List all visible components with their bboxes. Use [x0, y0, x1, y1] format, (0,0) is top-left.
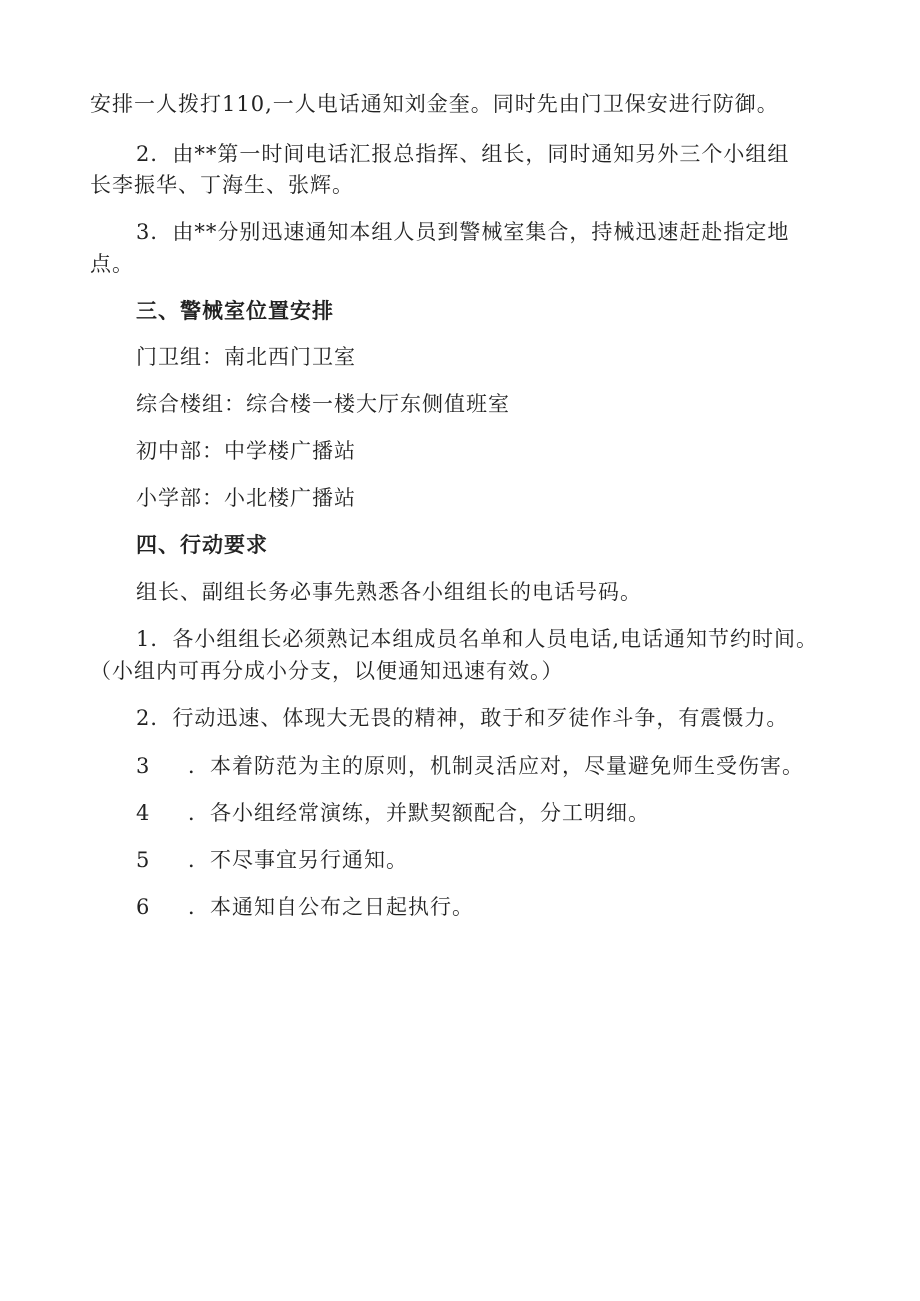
- requirement-item: [136, 845, 408, 875]
- location-item: 门卫组：南北西门卫室: [136, 345, 356, 369]
- requirement-item: [136, 751, 804, 781]
- requirement-text: ．本通知自公布之日起执行。: [188, 895, 474, 919]
- step-2-line-2: 长李振华、丁海生、张辉。: [90, 173, 354, 197]
- location-item: 小学部：小北楼广播站: [136, 486, 356, 510]
- requirement-number: 5: [136, 848, 151, 872]
- paragraph-continuation: 安排一人拨打110,一人电话通知刘金奎。同时先由门卫保安进行防御。: [90, 92, 779, 116]
- requirement-1-line-2: （小组内可再分成小分支，以便通知迅速有效。）: [90, 659, 564, 683]
- requirement-intro: 组长、副组长务必事先熟悉各小组组长的电话号码。: [136, 580, 642, 604]
- requirement-1-line-1: 1．各小组组长必须熟记本组成员名单和人员电话,电话通知节约时间。: [136, 627, 819, 651]
- requirement-text: ．不尽事宜另行通知。: [188, 848, 408, 872]
- location-item: 初中部：中学楼广播站: [136, 439, 356, 463]
- step-2-line-1: 2．由**第一时间电话汇报总指挥、组长，同时通知另外三个小组组: [136, 142, 790, 166]
- requirement-text: ．本着防范为主的原则，机制灵活应对，尽量避免师生受伤害。: [188, 754, 804, 778]
- requirement-number: 6: [136, 895, 151, 919]
- location-item: 综合楼组：综合楼一楼大厅东侧值班室: [136, 392, 510, 416]
- section-4-heading: 四、行动要求: [136, 533, 268, 557]
- step-3-line-2: 点。: [90, 252, 134, 276]
- requirement-number: 4: [136, 801, 151, 825]
- requirement-item: [136, 892, 474, 922]
- requirement-item: [136, 798, 650, 828]
- step-3-line-1: 3．由**分别迅速通知本组人员到警械室集合，持械迅速赶赴指定地: [136, 220, 790, 244]
- requirement-text: ．各小组经常演练，并默契额配合，分工明细。: [188, 801, 650, 825]
- requirement-number: 3: [136, 754, 151, 778]
- requirement-2: 2．行动迅速、体现大无畏的精神，敢于和歹徒作斗争，有震慑力。: [136, 706, 789, 730]
- section-3-heading: 三、警械室位置安排: [136, 299, 334, 323]
